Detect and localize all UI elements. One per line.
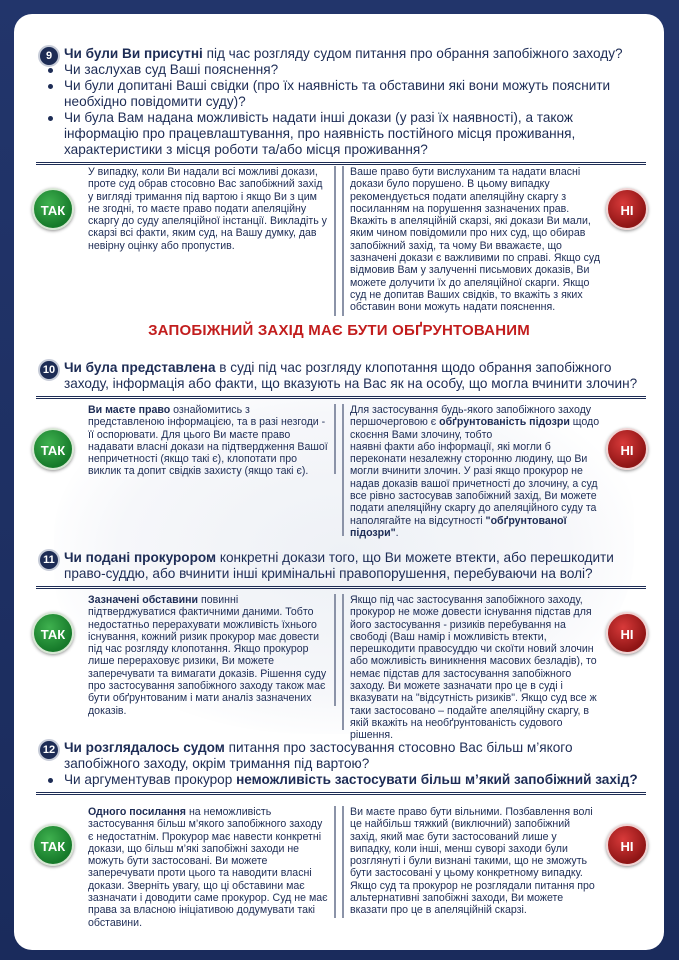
bullet-text: Чи аргументував прокурор — [64, 772, 237, 787]
no-answer-text: Ви маєте право бути вільними. Позбавлення волі це найбільш тяжкий (виключний) запобіжний захід, який має бути застосований лише у випадку, коли інші, менш суворі заходи були розглянуті і були визнані такими, що не зможуть бути застосовані у цьому конкретному випадку. Якщо суд та прокурор не розглядали питання про альтернативні запобіжні заходи, Ви можете вказати про це в апеляційній скарзі. — [342, 806, 600, 918]
question-lead: Чи була представлена — [64, 360, 216, 375]
divider — [36, 398, 646, 399]
divider — [36, 162, 646, 163]
yes-answer-text — [88, 806, 336, 929]
question-lead: Чи розглядалось судом — [64, 740, 225, 755]
question-11-heading — [14, 550, 664, 582]
info-card — [14, 14, 664, 950]
answer-lead: Одного посилання — [88, 806, 186, 818]
yes-badge: ТАК — [32, 824, 74, 866]
no-badge: НІ — [606, 824, 648, 866]
question-number-badge: 11 — [38, 549, 60, 571]
question-number-badge: 9 — [38, 45, 60, 67]
divider — [36, 588, 646, 589]
question-12-heading — [14, 740, 664, 772]
no-badge: НІ — [606, 428, 648, 470]
no-answer-text — [342, 404, 600, 539]
answer-paragraph — [350, 441, 600, 539]
question-10 — [14, 360, 664, 399]
yes-answer-text — [88, 594, 336, 717]
question-10-heading — [14, 360, 664, 392]
bullet-emphasis: неможливість застосувати більш м’який запобіжний захід? — [236, 772, 638, 787]
question-9-answers — [14, 164, 664, 324]
question-12-bullets — [14, 772, 664, 788]
question-10-answers — [14, 402, 664, 542]
bullet-item: Чи заслухав суд Ваші пояснення? — [64, 62, 650, 78]
divider — [36, 794, 646, 795]
no-badge: НІ — [606, 612, 648, 654]
yes-badge: ТАК — [32, 188, 74, 230]
answer-lead: Зазначені обставини — [88, 594, 199, 606]
answer-body: Для застосування будь-якого запобіжного заходу першочерговою є — [350, 404, 592, 429]
question-12 — [14, 740, 664, 795]
question-9-heading — [14, 46, 664, 62]
question-number-badge: 10 — [38, 359, 60, 381]
yes-answer-text: У випадку, коли Ви надали всі можливі докази, проте суд обрав стосовно Вас запобіжний захід у вигляді тримання під вартою і якщо Ви з цим не згодні, то маєте право подати апеляційну скаргу до суду апеляційної інстанції. Викладіть у скарзі всі факти, яким суд, на Вашу думку, дав невірну оцінку або пропустив. — [88, 166, 336, 316]
answer-body: щодо скоєння Вами злочину, тобто — [350, 416, 600, 441]
bullet-item — [64, 772, 650, 788]
yes-badge: ТАК — [32, 612, 74, 654]
question-text: під час розгляду судом питання про обрання запобіжного заходу? — [202, 46, 623, 61]
bullet-item: Чи була Вам надана можливість надати інші докази (у разі їх наявності), а також інформацію про працевлаштування, про наявність постійного місця проживання, характеристики з місця роботи та/або місця проживання? — [64, 110, 650, 158]
divider — [36, 792, 646, 793]
question-text: в суді під час розгляду клопотання щодо обрання запобіжного заходу, інформація або факти, що вказують на Вас як на особу, що могла вчинити злочин? — [64, 360, 638, 391]
question-lead: Чи були Ви присутні — [64, 46, 203, 61]
question-9 — [14, 46, 664, 165]
answer-emphasis: "обґрунтованої підозри" — [350, 514, 567, 539]
answer-body: . — [395, 526, 399, 539]
answer-body: на неможливість застосування більш м’якого запобіжного заходу є недостатнім. Прокурор має навести конкретні докази, що більш м’які запобіжні заходи не можуть бути застосовані. Ви можете заперечувати проти цього та наводити власні докази. Зверніть увагу, що ці обставини має зазначати і доводити саме прокурор. Суд не має права за власною ініціативою додумувати такі обставини. — [88, 806, 328, 929]
section-banner: ЗАПОБІЖНИЙ ЗАХІД МАЄ БУТИ ОБҐРУНТОВАНИМ — [148, 322, 530, 339]
question-11-answers — [14, 592, 664, 742]
divider — [36, 586, 646, 587]
bullet-item: Чи були допитані Ваші свідки (про їх наявність та обставини які вони можуть пояснити необхідно повідомити суду)? — [64, 78, 650, 110]
answer-emphasis: обґрунтованість підозри — [439, 416, 570, 429]
yes-answer-text — [88, 404, 336, 478]
question-9-bullets — [14, 62, 664, 158]
answer-body: наявні факти або інформації, які могли б переконати незалежну сторонню людину, що Ви могли вчинити злочин. У разі якщо прокурор не надав доказів вашої причетності до злочину, а суд все рівно застосував запобіжний захід, Ви можете подати апеляційну скаргу до апеляційного суду та наполягайте на відсутності — [350, 440, 598, 527]
answer-body: повинні підтверджуватися фактичними даними. Тобто недостатньо перерахувати можливість їхнього існування, кожний ризик прокурор має довести під час розгляду клопотання. Якщо прокурор лише перераховує ризики, Ви можете заперечувати та вимагати доказів. Рішення суду про застосування запобіжного заходу також має бути обґрунтованим і мати аналіз зазначених доказів. — [88, 594, 327, 717]
question-12-answers — [14, 804, 664, 934]
question-text: конкретні докази того, що Ви можете втекти, або перешкодити право-суддю, або вчинити інші кримінальні правопорушення, перебуваючи на волі? — [64, 550, 614, 581]
divider — [36, 396, 646, 397]
no-answer-text: Ваше право бути вислуханим та надати власні докази було порушено. В цьому випадку рекомендується подати апеляційну скаргу з посиланням на порушення зазначених прав. Вкажіть в апеляційній скарзі, які докази Ви мали, яким чином повідомили про них суд, що обирав запобіжний захід, та чому Ви вважаєте, що зазначені докази є важливими по справі. Якщо суд відмовив Вам у залученні письмових доказів, Ви можете долучити їх до апеляційної скарги. Якщо суд не допитав Ваших свідків, то вкажіть з яких обставин вони можуть надати пояснення. — [342, 166, 600, 316]
no-badge: НІ — [606, 188, 648, 230]
question-text: питання про застосування стосовно Вас більш м’якого запобіжного заходу, окрім тримання під вартою? — [64, 740, 573, 771]
question-number-badge: 12 — [38, 739, 60, 761]
answer-lead: Ви маєте право — [88, 404, 171, 416]
yes-badge: ТАК — [32, 428, 74, 470]
no-answer-text: Якщо під час застосування запобіжного заходу, прокурор не може довести існування підстав для його застосування - ризиків перебування на свободі (Ваш намір і можливість втекти, перешкодити правосуддю чи скоїти новий злочин або можливість виникнення масових безладів), то немає підстав для застосування запобіжного заходу. Ви можете зазначати про це в суді і вказувати на "відсутність ризиків". Якщо суд все ж таки застосовано – подайте апеляційну скаргу, в якій вкажіть на необґрунтованість судового рішення. — [342, 594, 600, 730]
answer-body: ознайомитись з представленою інформацією, та в разі незгоди - її оспорювати. Для цього Ви маєте право надавати власні докази на підтвердження Вашої непричетності (якщо такі є), клопотати про виклик та допит свідків захисту (якщо такі є). — [88, 404, 328, 478]
question-lead: Чи подані прокурором — [64, 550, 217, 565]
answer-paragraph — [350, 404, 600, 441]
question-11 — [14, 550, 664, 589]
